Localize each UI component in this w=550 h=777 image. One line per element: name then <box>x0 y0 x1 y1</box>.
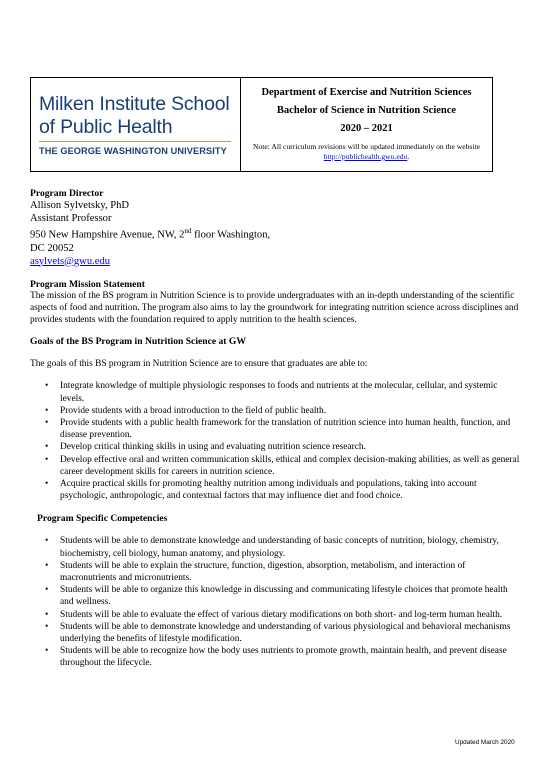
logo-line-university: THE GEORGE WASHINGTON UNIVERSITY <box>39 146 227 156</box>
goals-section <box>30 336 522 502</box>
academic-year: 2020 – 2021 <box>340 123 393 134</box>
program-director-section <box>30 188 522 268</box>
header-info <box>241 78 492 171</box>
department-title: Department of Exercise and Nutrition Sciences <box>261 87 472 98</box>
document-body <box>30 188 522 670</box>
list-item: • Provide students with a public health framework for the translation of nutrition science into human health, function, and disease prevention. <box>45 417 511 441</box>
goals-list <box>30 380 522 502</box>
logo-line-public-health: of Public Health <box>39 116 173 138</box>
list-item: • Students will be able to recognize how the body uses nutrients to promote growth, maintain health, and prevent disease throughout the lifecycle. <box>45 646 507 669</box>
director-address: 950 New Hampshire Avenue, NW, 2nd floor Washington, <box>30 227 271 241</box>
mission-heading: Program Mission Statement <box>30 278 145 290</box>
logo-line-school: Milken Institute School <box>39 93 230 115</box>
logo-divider <box>39 141 231 142</box>
mission-text: The mission of the BS program in Nutrition Science is to provide undergraduates with an in-depth understanding of the scientific aspects of food and nutrition. The program also aims to lay the groundwork for integrating nutrition science across disciplines and provides students with the foundation required to apply nutrition to the health sciences. <box>30 290 519 325</box>
list-item: • Develop effective oral and written communication skills, ethical and complex decision-making abilities, as well as general career development skills for careers in nutrition science. <box>45 454 520 477</box>
list-item: • Students will be able to evaluate the effect of various dietary modifications on both short- and log-term human health. <box>45 609 503 620</box>
degree-title: Bachelor of Science in Nutrition Science <box>276 105 457 116</box>
note-end: . <box>407 152 410 161</box>
director-title: Assistant Professor <box>30 213 112 224</box>
note-text: Note: All curriculum revisions will be updated immediately on the website <box>253 142 480 151</box>
curriculum-note <box>247 142 486 162</box>
list-item: • Integrate knowledge of multiple physiologic responses to foods and nutrients at the molecular, cellular, and systemic levels. <box>45 381 498 404</box>
list-item: • Students will be able to explain the structure, function, digestion, absorption, metabolism, and interaction of macronutrients and micronutrients. <box>45 560 466 583</box>
list-item: • Students will be able to organize this knowledge in discussing and communicating lifestyle choices that promote health and wellness. <box>45 585 508 608</box>
footer-updated-date: Updated March 2020 <box>455 739 515 746</box>
competencies-list <box>30 535 522 669</box>
school-logo <box>31 78 241 171</box>
mission-section <box>30 279 522 327</box>
list-item: • Provide students with a broad introduction to the field of public health. <box>45 405 327 416</box>
competencies-heading: Program Specific Competencies <box>37 513 168 525</box>
director-heading: Program Director <box>30 188 104 199</box>
list-item: • Students will be able to demonstrate knowledge and understanding of various physiological and behavioral mechanisms underlying the benefits of lifestyle modification. <box>45 621 511 644</box>
list-item: • Students will be able to demonstrate knowledge and understanding of basic concepts of nutrition, biology, chemistry, biochemistry, cell biology, human anatomy, and physiology. <box>45 536 499 559</box>
header-box <box>30 77 493 172</box>
director-email-link[interactable]: asylvets@gwu.edu <box>30 255 111 267</box>
note-website-link[interactable]: http://publichealth.gwu.edu <box>323 152 408 161</box>
list-item: • Acquire practical skills for promoting healthy nutrition among individuals and populations, taking into account psychologic, anthropologic, and contextual factors that may influence diet and food choice. <box>45 478 477 502</box>
list-item: • Develop critical thinking skills in using and evaluating nutrition science research. <box>45 442 366 453</box>
director-name: Allison Sylvetsky, PhD <box>30 200 130 211</box>
goals-heading: Goals of the BS Program in Nutrition Science at GW <box>30 336 246 348</box>
competencies-section <box>30 513 522 669</box>
goals-intro: The goals of this BS program in Nutrition Science are to ensure that graduates are able to: <box>30 359 368 370</box>
director-city: DC 20052 <box>30 242 74 254</box>
